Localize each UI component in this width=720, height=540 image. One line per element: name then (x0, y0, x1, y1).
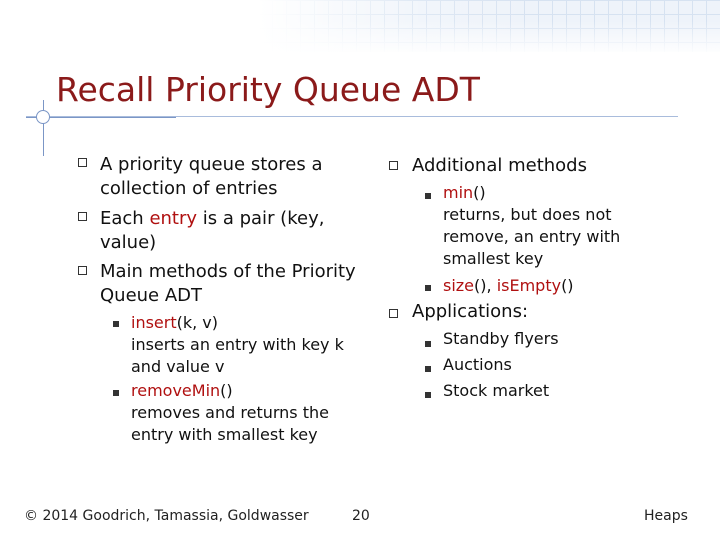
square-bullet-icon (113, 321, 119, 327)
ring-ornament-icon (36, 110, 50, 124)
square-bullet-icon (425, 341, 431, 347)
checkbox-bullet-icon (78, 158, 87, 167)
removemin-method-name: removeMin (131, 381, 221, 400)
bullet-applications: Applications: (412, 301, 529, 322)
header-grid-fade (258, 0, 720, 52)
application-item: Stock market (443, 381, 550, 400)
min-method-name: min (443, 183, 474, 202)
bullet-entry-pair: Each entry is a pair (key, value) (100, 208, 325, 253)
square-bullet-icon (425, 285, 431, 291)
method-removemin: removeMin() removes and returns the entry with smallest key (131, 381, 329, 444)
checkbox-bullet-icon (78, 212, 87, 221)
square-bullet-icon (425, 193, 431, 199)
square-bullet-icon (425, 366, 431, 372)
size-method-name: size (443, 276, 475, 295)
application-item: Standby flyers (443, 329, 559, 348)
checkbox-bullet-icon (78, 266, 87, 275)
footer-copyright: © 2014 Goodrich, Tamassia, Goldwasser (24, 508, 309, 524)
method-size-isempty: size(), isEmpty() (443, 276, 574, 295)
vertical-accent-line (43, 100, 44, 156)
bullet-additional-methods: Additional methods (412, 155, 587, 176)
square-bullet-icon (425, 392, 431, 398)
checkbox-bullet-icon (389, 161, 398, 170)
checkbox-bullet-icon (389, 309, 398, 318)
entry-term: entry (149, 208, 198, 229)
method-insert: insert(k, v) inserts an entry with key k and value v (131, 313, 344, 376)
bullet-pq-definition: A priority queue stores a collection of entries (100, 154, 323, 199)
square-bullet-icon (113, 390, 119, 396)
insert-method-name: insert (131, 313, 177, 332)
footer-page-number: 20 (352, 508, 370, 524)
method-min: min() returns, but does not remove, an entry with smallest key (443, 183, 621, 268)
application-item: Auctions (443, 355, 512, 374)
footer-section: Heaps (644, 508, 688, 524)
bullet-main-methods: Main methods of the Priority Queue ADT (100, 261, 356, 306)
isempty-method-name: isEmpty (496, 276, 562, 295)
slide-title: Recall Priority Queue ADT (56, 70, 480, 109)
